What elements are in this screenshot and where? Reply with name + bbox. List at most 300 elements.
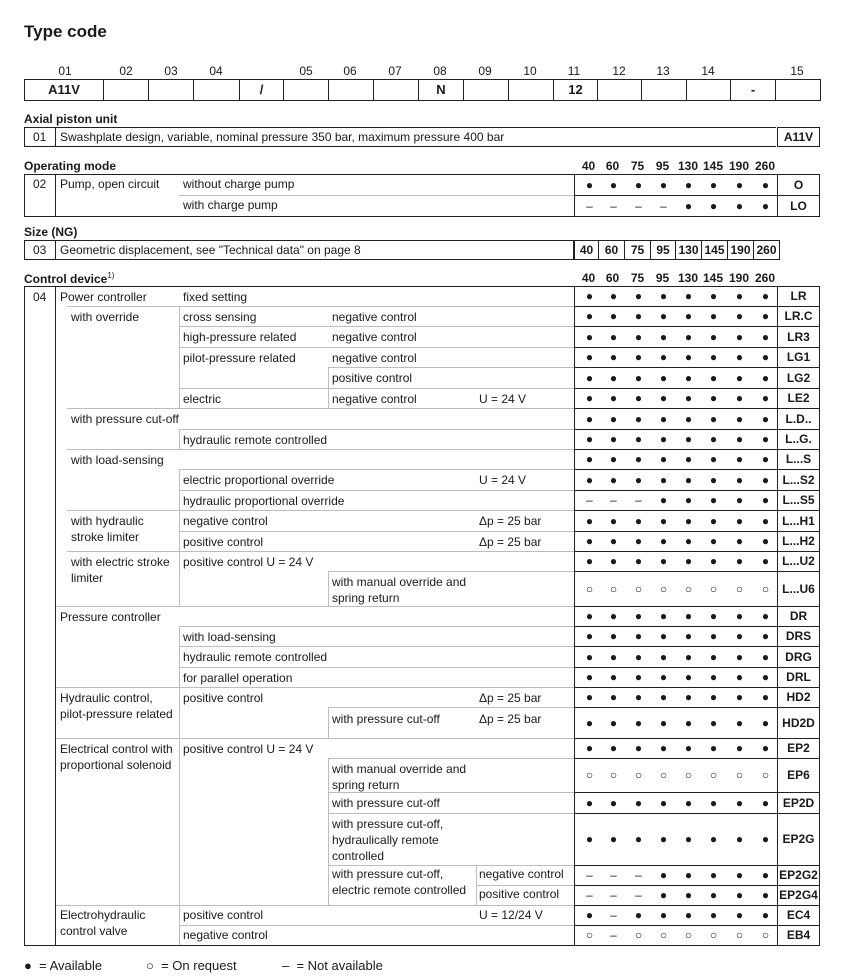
position-number-09: 09 [478, 64, 492, 78]
with-pco: with pressure cut-off [71, 412, 179, 426]
op-cell: ● [709, 178, 718, 192]
ctrl-cell: ● [634, 690, 643, 704]
ctrl-code: L.D.. [785, 412, 812, 426]
ctrl-cell: ● [585, 690, 594, 704]
ctrl-cell: ● [609, 391, 618, 405]
ctrl-cell: ● [634, 452, 643, 466]
ctrl-code: HD2 [786, 690, 811, 704]
ctrl-cell: ● [735, 330, 744, 344]
ctrl-cell: – [586, 888, 593, 902]
ctrl-cell: ● [609, 412, 618, 426]
u24-1: U = 24 V [479, 392, 527, 406]
ctrl-cell: ● [659, 391, 668, 405]
ctrl-cell: ● [709, 908, 718, 922]
ctrl-cell: ● [684, 629, 693, 643]
hyd-remote-1: hydraulic remote controlled [183, 433, 328, 447]
ctrl-cell: ● [761, 609, 770, 623]
legend-available: ● = Available [24, 958, 103, 973]
ctrl-cell: ● [659, 741, 668, 755]
ctrl-cell: ● [659, 412, 668, 426]
ctrl-cell: ● [709, 412, 718, 426]
ctrl-cell: ● [761, 391, 770, 405]
ctrl-code: DRL [786, 670, 811, 684]
ctrl-cell: ● [585, 609, 594, 623]
ctrl-cell: ● [609, 514, 618, 528]
op-cell: ● [684, 199, 693, 213]
code-box-1: A11V [24, 79, 104, 101]
ctrl-cell: ● [634, 412, 643, 426]
position-number-13: 13 [656, 64, 670, 78]
ctrl-cell: ● [684, 432, 693, 446]
ctrl-code: LG1 [786, 350, 811, 364]
ctrl-cell: ● [585, 289, 594, 303]
ctrl-cell: ● [659, 289, 668, 303]
pco-hyd-remote: with pressure cut-off, hydraulically remote controlled [332, 817, 444, 863]
ctrl-cell: ● [659, 371, 668, 385]
ctrl-cell: ● [634, 908, 643, 922]
ctrl-cell: ● [709, 868, 718, 882]
ctrl-cell: ○ [585, 582, 594, 596]
size-col-60: 60 [605, 159, 620, 173]
ctrl-cell: ● [684, 554, 693, 568]
ctrl-cell: ● [659, 609, 668, 623]
pos-control-5: positive control [183, 908, 264, 922]
ctrl-cell: ● [684, 289, 693, 303]
position-number-12: 12 [612, 64, 626, 78]
ctrl-cell: ● [585, 629, 594, 643]
ctrl-cell: ● [761, 554, 770, 568]
ctrl-cell: ● [735, 690, 744, 704]
dp25-4: Δp = 25 bar [479, 712, 542, 726]
hyd-prop-override: hydraulic proportional override [183, 494, 345, 508]
ctrl-cell: ● [634, 534, 643, 548]
ctrl-cell: ● [735, 888, 744, 902]
ctrl-cell: ● [634, 350, 643, 364]
ctrl-cell: ● [659, 350, 668, 364]
ctrl-cell: ○ [684, 928, 693, 942]
neg-control-4: negative control [332, 392, 417, 406]
ctrl-cell: ● [761, 888, 770, 902]
code-box-9: N [418, 79, 464, 101]
ctrl-code: LR [790, 289, 807, 303]
ctrl-cell: ● [659, 493, 668, 507]
ctrl-code: LG2 [786, 371, 811, 385]
section-size-title: Size (NG) [24, 225, 78, 239]
ctrl-code: HD2D [782, 716, 815, 730]
axial-code: A11V [777, 127, 820, 147]
code-box-16: - [730, 79, 776, 101]
ctrl-cell: – [610, 868, 617, 882]
ctrl-cell: ● [761, 796, 770, 810]
ctrl-cell: ● [634, 330, 643, 344]
ctrl-cell: ○ [585, 768, 594, 782]
ctrl-code: LR.C [784, 309, 813, 323]
ctrl-cell: ● [609, 650, 618, 664]
ctrl-cell: ○ [684, 582, 693, 596]
ctrl-cell: ● [634, 514, 643, 528]
ctrl-cell: ● [659, 888, 668, 902]
ctrl-cell: ● [585, 514, 594, 528]
ctrl-code: LR3 [787, 330, 810, 344]
ctrl-cell: ● [659, 554, 668, 568]
ctrl-cell: ○ [659, 582, 668, 596]
ctrl-cell: ○ [735, 928, 744, 942]
ctrl-cell: ● [659, 514, 668, 528]
ctrl-cell: ● [585, 412, 594, 426]
ctrl-cell: ● [585, 832, 594, 846]
ctrl-cell: – [586, 868, 593, 882]
code-box-6 [283, 79, 329, 101]
position-number-10: 10 [523, 64, 537, 78]
pos-control-3: positive control [183, 691, 264, 705]
position-number-04: 04 [209, 64, 223, 78]
ctrl-code: EB4 [786, 928, 811, 942]
opmode-num: 02 [33, 177, 47, 191]
position-number-03: 03 [164, 64, 178, 78]
legend-not-available: – = Not available [282, 958, 383, 973]
ctrl-cell: ● [684, 832, 693, 846]
ctrl-cell: ● [609, 741, 618, 755]
size-col-145: 145 [702, 159, 724, 173]
neg-control-2: negative control [332, 330, 417, 344]
hyd-remote-2: hydraulic remote controlled [183, 650, 328, 664]
ctrl-code: DRG [785, 650, 812, 664]
ctrl-cell: ● [709, 289, 718, 303]
op-cell: ● [735, 199, 744, 213]
ctrl-cell: ● [684, 670, 693, 684]
ctrl-cell: ● [761, 309, 770, 323]
code-box-15 [686, 79, 731, 101]
ctrl-cell: ● [609, 609, 618, 623]
ctrl-cell: ● [709, 309, 718, 323]
dp25-1: Δp = 25 bar [479, 514, 542, 528]
ctrl-cell: ● [634, 473, 643, 487]
ctrl-code: EC4 [786, 908, 811, 922]
manual-override-2: with manual override and spring return [332, 762, 467, 792]
with-elec-stroke: with electric stroke limiter [71, 555, 170, 585]
size-box-75: 75 [624, 240, 651, 260]
ctrl-cell: ● [684, 473, 693, 487]
dp25-3: Δp = 25 bar [479, 691, 542, 705]
ctrl-code: DR [789, 609, 808, 623]
ctrl-cell: ● [585, 371, 594, 385]
ctrl-cell: ● [735, 473, 744, 487]
pco-elec-remote: with pressure cut-off, electric remote controlled [332, 867, 467, 897]
ctrl-cell: ● [735, 716, 744, 730]
ctrl-cell: ● [659, 473, 668, 487]
ctrl-cell: ● [735, 670, 744, 684]
pos-control-2: positive control [183, 535, 264, 549]
section-control-title: Control device$^{1)}$ [24, 271, 115, 286]
code-box-11 [508, 79, 554, 101]
size-col-75: 75 [630, 271, 645, 285]
ctrl-cell: ● [609, 832, 618, 846]
size-box-130: 130 [675, 240, 702, 260]
pp-related: pilot-pressure related [183, 351, 296, 365]
opmode-sub-1: without charge pump [183, 177, 295, 191]
ctrl-cell: ● [684, 350, 693, 364]
ctrl-cell: ● [684, 650, 693, 664]
ctrl-cell: ● [735, 493, 744, 507]
ctrl-cell: ● [609, 350, 618, 364]
ctrl-cell: ● [634, 796, 643, 810]
ctrl-code: L...S2 [782, 473, 815, 487]
ctrl-cell: ● [735, 391, 744, 405]
ctrl-code: EP6 [787, 768, 810, 782]
ctrl-cell: ● [609, 432, 618, 446]
op-cell: ● [761, 199, 770, 213]
ctrl-code: L...S5 [782, 493, 815, 507]
size-box-190: 190 [727, 240, 754, 260]
size-col-40: 40 [581, 271, 596, 285]
neg-control-6: negative control [479, 867, 564, 881]
ctrl-cell: ● [735, 868, 744, 882]
ctrl-cell: ○ [709, 928, 718, 942]
ctrl-cell: ○ [735, 768, 744, 782]
ctrl-cell: ● [761, 690, 770, 704]
ctrl-cell: ● [634, 309, 643, 323]
for-parallel: for parallel operation [183, 671, 293, 685]
ctrl-cell: ● [761, 868, 770, 882]
ctrl-code: EP2G [782, 832, 815, 846]
ctrl-cell: ○ [659, 928, 668, 942]
ctrl-cell: ● [735, 741, 744, 755]
ctrl-cell: ● [585, 796, 594, 810]
ctrl-cell: ● [585, 330, 594, 344]
ctrl-cell: ○ [659, 768, 668, 782]
op-cell: – [660, 199, 667, 213]
ctrl-cell: ● [684, 534, 693, 548]
ctrl-cell: ● [609, 554, 618, 568]
ctrl-cell: – [635, 868, 642, 882]
ctrl-cell: ● [709, 330, 718, 344]
op-cell: ● [684, 178, 693, 192]
ctrl-cell: ● [761, 289, 770, 303]
ctrl-cell: ● [709, 832, 718, 846]
ctrl-cell: ● [609, 716, 618, 730]
ctrl-cell: ● [609, 534, 618, 548]
size-col-75: 75 [630, 159, 645, 173]
axial-desc: Swashplate design, variable, nominal pressure 350 bar, maximum pressure 400 bar [60, 130, 505, 144]
op-cell: ● [659, 178, 668, 192]
ctrl-cell: ● [735, 432, 744, 446]
position-number-07: 07 [388, 64, 402, 78]
op-cell: ● [709, 199, 718, 213]
ctrl-cell: ● [761, 350, 770, 364]
ctrl-cell: ● [585, 670, 594, 684]
ctrl-cell: ● [634, 832, 643, 846]
position-number-14: 14 [701, 64, 715, 78]
ctrl-cell: ● [709, 716, 718, 730]
electrohydraulic: Electrohydraulic control valve [60, 908, 146, 938]
ctrl-cell: ● [609, 670, 618, 684]
ctrl-cell: ● [609, 289, 618, 303]
ctrl-cell: ● [761, 330, 770, 344]
ctrl-cell: ○ [709, 768, 718, 782]
ctrl-cell: – [610, 928, 617, 942]
op-cell: ● [634, 178, 643, 192]
size-box-145: 145 [701, 240, 728, 260]
ctrl-code: EP2D [782, 796, 815, 810]
opmode-sub-2: with charge pump [183, 198, 278, 212]
ctrl-cell: ● [735, 452, 744, 466]
ctrl-cell: ○ [585, 928, 594, 942]
position-number-11: 11 [567, 64, 581, 78]
position-number-02: 02 [119, 64, 133, 78]
ctrl-cell: ● [684, 888, 693, 902]
electric: electric [183, 392, 222, 406]
code-box-12: 12 [553, 79, 598, 101]
ctrl-cell: ● [684, 514, 693, 528]
hydraulic-control: Hydraulic control, pilot-pressure related [60, 691, 173, 721]
ctrl-cell: ● [761, 650, 770, 664]
ctrl-cell: ● [659, 670, 668, 684]
ctrl-cell: ● [709, 391, 718, 405]
ctrl-cell: ● [585, 534, 594, 548]
op-cell: ● [761, 178, 770, 192]
ctrl-cell: ● [634, 554, 643, 568]
code-box-7 [328, 79, 374, 101]
ctrl-cell: – [610, 493, 617, 507]
with-override: with override [71, 310, 140, 324]
size-col-130: 130 [677, 271, 699, 285]
ctrl-cell: – [635, 888, 642, 902]
ctrl-cell: ● [609, 309, 618, 323]
ctrl-cell: ● [585, 309, 594, 323]
ctrl-cell: ● [585, 350, 594, 364]
ctrl-cell: ● [634, 670, 643, 684]
ctrl-cell: ● [684, 796, 693, 810]
ctrl-cell: ● [709, 371, 718, 385]
ctrl-cell: ○ [761, 928, 770, 942]
ctrl-cell: ● [585, 554, 594, 568]
ctrl-cell: ● [735, 309, 744, 323]
ctrl-cell: ● [684, 309, 693, 323]
u24-2: U = 24 V [479, 473, 527, 487]
ctrl-cell: ● [709, 741, 718, 755]
neg-control-3: negative control [332, 351, 417, 365]
ctrl-cell: ● [634, 629, 643, 643]
ctrl-cell: ● [585, 473, 594, 487]
ctrl-cell: ● [659, 690, 668, 704]
op-cell: ● [585, 178, 594, 192]
size-col-95: 95 [655, 271, 670, 285]
ctrl-cell: ● [709, 670, 718, 684]
op-code: O [793, 178, 804, 192]
ctrl-cell: ● [634, 289, 643, 303]
ctrl-cell: ● [735, 534, 744, 548]
ctrl-code: L...U6 [782, 582, 815, 596]
neg-control-5: negative control [183, 514, 268, 528]
ctrl-cell: ● [735, 796, 744, 810]
pos-control-u24-2: positive control U = 24 V [183, 742, 314, 756]
ctrl-cell: ● [709, 796, 718, 810]
ctrl-cell: ○ [609, 582, 618, 596]
ctrl-cell: ● [659, 330, 668, 344]
ctrl-cell: ○ [634, 768, 643, 782]
ctrl-cell: ● [709, 888, 718, 902]
fixed-setting: fixed setting [183, 290, 248, 304]
section-opmode-title: Operating mode [24, 159, 117, 173]
ctrl-cell: ● [684, 690, 693, 704]
ctrl-cell: ● [735, 908, 744, 922]
ctrl-cell: ● [684, 609, 693, 623]
op-cell: ● [609, 178, 618, 192]
size-box-95: 95 [650, 240, 676, 260]
ctrl-cell: ● [684, 493, 693, 507]
ctrl-cell: ● [684, 452, 693, 466]
ctrl-cell: ● [735, 350, 744, 364]
with-hyd-stroke: with hydraulic stroke limiter [71, 514, 144, 544]
code-box-8 [373, 79, 419, 101]
ctrl-cell: ● [709, 514, 718, 528]
ctrl-cell: ● [609, 371, 618, 385]
ctrl-cell: ● [709, 554, 718, 568]
ctrl-code: L..G. [785, 432, 812, 446]
code-box-14 [641, 79, 687, 101]
ctrl-cell: ● [709, 650, 718, 664]
size-col-260: 260 [754, 159, 776, 173]
ctrl-cell: ● [761, 534, 770, 548]
position-number-06: 06 [343, 64, 357, 78]
electrical-control: Electrical control with proportional solenoid [60, 742, 173, 772]
op-cell: – [635, 199, 642, 213]
ctrl-code: L...H2 [782, 534, 815, 548]
ctrl-cell: ● [609, 473, 618, 487]
ctrl-code: EP2G2 [779, 868, 818, 882]
size-col-95: 95 [655, 159, 670, 173]
with-ls-2: with load-sensing [183, 630, 276, 644]
ctrl-cell: ● [585, 432, 594, 446]
ctrl-code: LE2 [787, 391, 810, 405]
ctrl-cell: ● [684, 741, 693, 755]
ctrl-cell: ○ [609, 768, 618, 782]
code-box-10 [463, 79, 509, 101]
neg-control-7: negative control [183, 928, 268, 942]
position-number-15: 15 [790, 64, 804, 78]
ctrl-cell: ● [709, 534, 718, 548]
ctrl-cell: ● [709, 452, 718, 466]
code-box-3 [148, 79, 194, 101]
section-axial-title: Axial piston unit [24, 112, 118, 126]
legend-on-request: ○ = On request [146, 958, 237, 973]
dp25-2: Δp = 25 bar [479, 535, 542, 549]
ctrl-cell: ● [761, 832, 770, 846]
ctrl-cell: ● [659, 650, 668, 664]
ctrl-cell: ● [709, 629, 718, 643]
ctrl-cell: ○ [761, 582, 770, 596]
ctrl-cell: ○ [761, 768, 770, 782]
ctrl-cell: ● [684, 330, 693, 344]
ctrl-cell: ● [659, 832, 668, 846]
ctrl-cell: ● [684, 868, 693, 882]
axial-num: 01 [33, 130, 47, 144]
ctrl-cell: ● [761, 371, 770, 385]
ctrl-cell: ● [684, 412, 693, 426]
ctrl-cell: ● [761, 473, 770, 487]
ctrl-cell: ● [709, 609, 718, 623]
op-cell: – [586, 199, 593, 213]
pos-control-1: positive control [332, 371, 413, 385]
neg-control-1: negative control [332, 310, 417, 324]
ctrl-cell: ● [659, 452, 668, 466]
ctrl-cell: ● [709, 473, 718, 487]
control-num: 04 [33, 290, 47, 304]
size-col-190: 190 [728, 271, 750, 285]
ctrl-cell: ● [761, 741, 770, 755]
ctrl-cell: ● [659, 796, 668, 810]
ctrl-code: L...U2 [782, 554, 815, 568]
